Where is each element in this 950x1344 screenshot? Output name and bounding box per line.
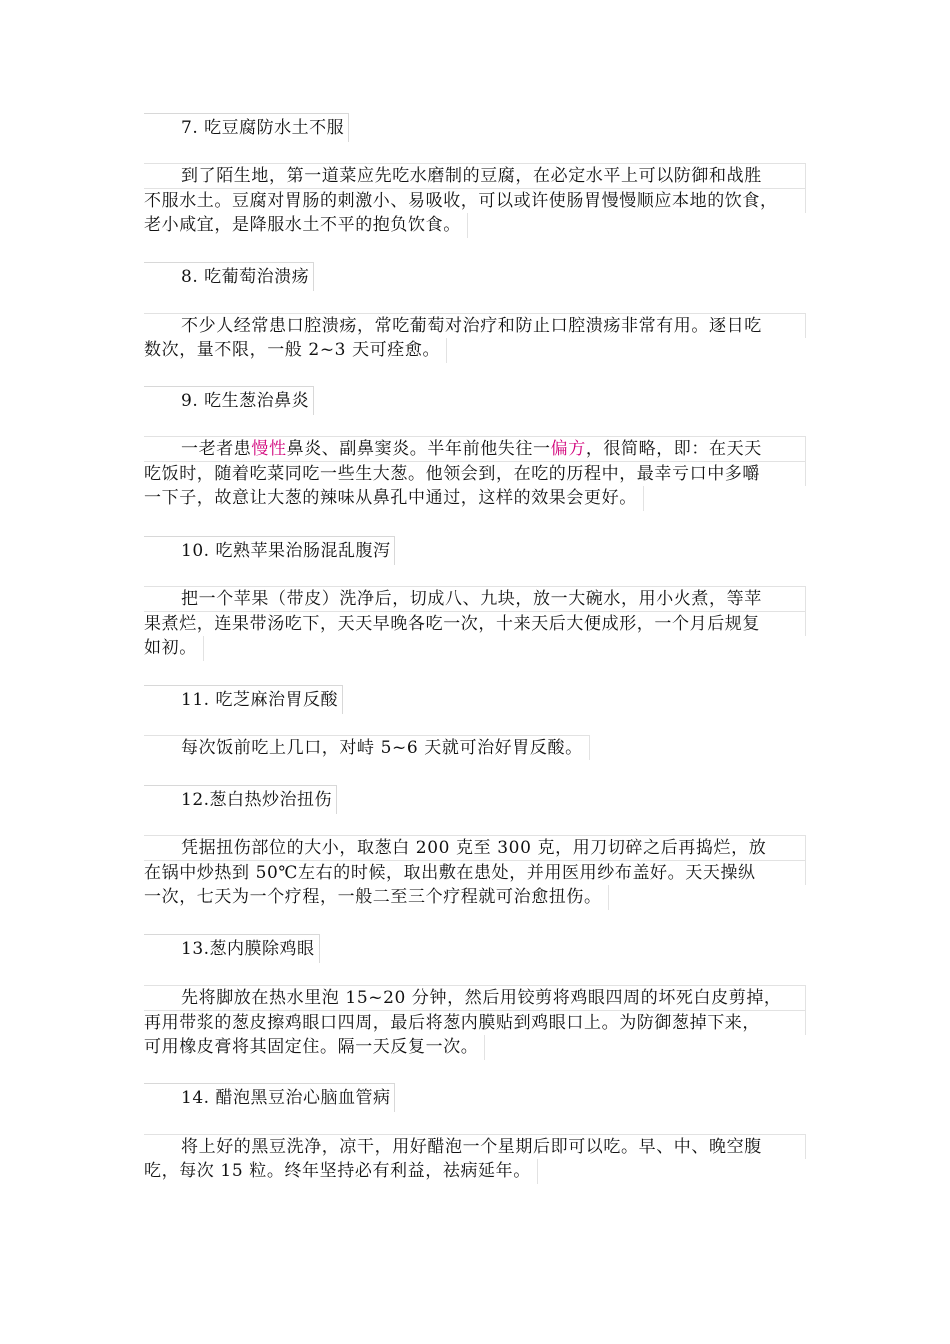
paragraph-line: 老小咸宜，是降服水土不平的抱负饮食。 [144,213,468,238]
paragraph-line: 凭据扭伤部位的大小，取葱白 200 克至 300 克，用刀切碎之后再捣烂，放 [144,835,806,860]
section-heading-13: 13.葱内膜除鸡眼 [144,934,320,963]
paragraph-line: 可用橡皮膏将其固定住。隔一天反复一次。 [144,1035,485,1060]
section-paragraph-13 [144,985,806,1060]
section-paragraph-14 [144,1134,806,1184]
text-run: ，很简略，即：在天天 [585,439,762,459]
paragraph-line: 将上好的黑豆洗净，凉干，用好醋泡一个星期后即可以吃。早、中、晚空腹 [144,1134,806,1159]
section-paragraph-9 [144,436,806,511]
paragraph-line: 不服水土。豆腐对胃肠的刺激小、易吸收，可以或许使肠胃慢慢顺应本地的饮食， [144,188,806,213]
paragraph-line: 不少人经常患口腔溃疡，常吃葡萄对治疗和防止口腔溃疡非常有用。逐日吃 [144,313,806,338]
section-paragraph-8 [144,313,806,363]
section-heading-8: 8. 吃葡萄治溃疡 [144,262,314,291]
section-paragraph-7 [144,163,806,238]
text-run: 一老者患 [181,439,252,459]
section-heading-9: 9. 吃生葱治鼻炎 [144,386,314,415]
section-paragraph-12 [144,835,806,910]
paragraph-line [144,436,806,461]
paragraph-line: 到了陌生地，第一道菜应先吃水磨制的豆腐，在必定水平上可以防御和战胜 [144,163,806,188]
paragraph-line: 吃，每次 15 粒。终年坚持必有利益，祛病延年。 [144,1159,538,1184]
section-heading-12: 12.葱白热炒治扭伤 [144,785,337,814]
section-paragraph-11 [144,735,806,761]
paragraph-line: 把一个苹果（带皮）洗净后，切成八、九块，放一大碗水，用小火煮，等苹 [144,586,806,611]
paragraph-line: 如初。 [144,636,204,661]
section-heading-7: 7. 吃豆腐防水土不服 [144,113,349,142]
section-paragraph-10 [144,586,806,661]
paragraph-line: 先将脚放在热水里泡 15~20 分钟，然后用铰剪将鸡眼四周的坏死白皮剪掉， [144,985,806,1010]
paragraph-line: 数次，量不限，一般 2~3 天可痊愈。 [144,338,447,363]
text-run: 鼻炎、副鼻窦炎。半年前他失往一 [286,439,551,459]
section-heading-11: 11. 吃芝麻治胃反酸 [144,685,343,714]
paragraph-line: 每次饭前吃上几口，对峙 5~6 天就可治好胃反酸。 [144,735,590,760]
paragraph-line: 在锅中炒热到 50℃左右的时候，取出敷在患处，并用医用纱布盖好。天天操纵 [144,860,806,885]
paragraph-line: 吃饭时，随着吃菜同吃一些生大葱。他领会到，在吃的历程中，最幸亏口中多嚼 [144,461,806,486]
paragraph-line: 一下子，故意让大葱的辣味从鼻孔中通过，这样的效果会更好。 [144,486,644,511]
paragraph-line: 果煮烂，连果带汤吃下，天天早晚各吃一次，十来天后大便成形，一个月后规复 [144,611,806,636]
highlight-link-chronic[interactable]: 慢性 [251,439,287,459]
highlight-link-folk-remedy[interactable]: 偏方 [550,439,586,459]
section-heading-14: 14. 醋泡黑豆治心脑血管病 [144,1083,395,1112]
section-heading-10: 10. 吃熟苹果治肠混乱腹泻 [144,536,395,565]
paragraph-line: 一次，七天为一个疗程，一般二至三个疗程就可治愈扭伤。 [144,885,609,910]
paragraph-line: 再用带浆的葱皮擦鸡眼口四周，最后将葱内膜贴到鸡眼口上。为防御葱掉下来， [144,1010,806,1035]
